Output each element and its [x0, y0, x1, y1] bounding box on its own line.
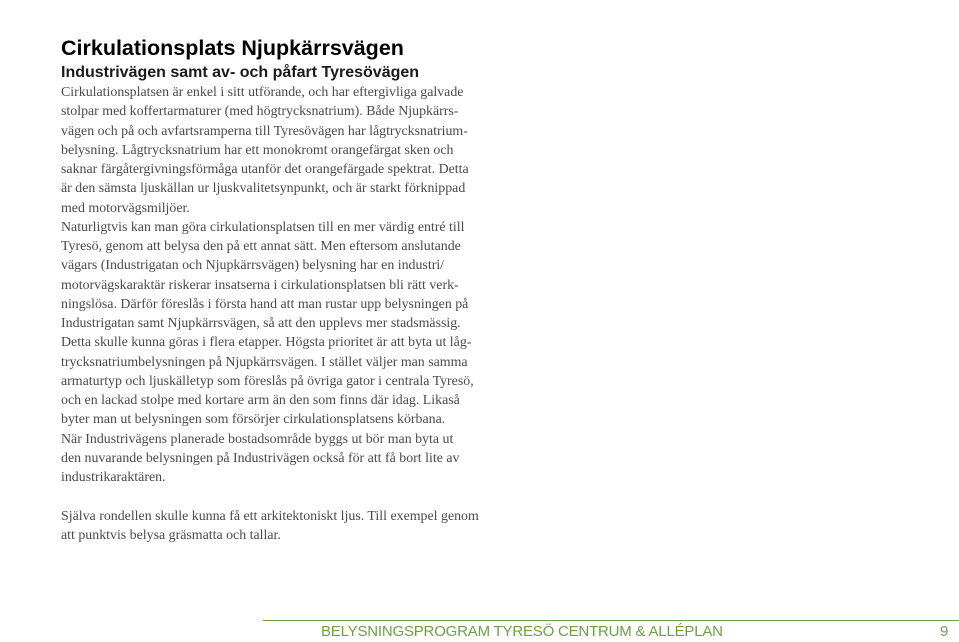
text-line: Industrigatan samt Njupkärrsvägen, så att den upplevs mer stadsmässig.	[61, 316, 461, 331]
text-line: är den sämsta ljuskällan ur ljuskvalitetsynpunkt, och är starkt förknippad	[61, 181, 466, 197]
page-number: 9	[940, 623, 949, 640]
page-title: Cirkulationsplats Njupkärrsvägen	[61, 36, 404, 60]
text-line: vägen och på och avfartsramperna till Tyresövägen har lågtrycksnatrium-	[61, 123, 468, 139]
text-line: Själva rondellen skulle kunna få ett arkitektoniskt ljus. Till exempel genom	[61, 509, 479, 524]
text-line: motorvägskaraktär riskerar insatserna i cirkulationsplatsen bli rätt verk-	[61, 277, 459, 293]
text-line: med motorvägsmiljöer.	[61, 200, 190, 216]
text-line: stolpar med koffertarmaturer (med högtrycksnatrium). Både Njupkärrs-	[61, 104, 459, 120]
text-line: vägars (Industrigatan och Njupkärrsvägen) belysning har en industri/	[61, 258, 445, 274]
text-line: Naturligtvis kan man göra cirkulationsplatsen till en mer värdig entré till	[61, 219, 465, 235]
text-line: att punktvis belysa gräsmatta och tallar.	[61, 528, 281, 544]
text-line: saknar färgåtergivningsförmåga utanför det orangefärgade spektrat. Detta	[61, 162, 469, 177]
text-line: belysning. Lågtrycksnatrium har ett monokromt orangefärgat sken och	[61, 142, 454, 158]
body-paragraph-1	[61, 83, 501, 487]
text-line: armaturtyp och ljuskälletyp som föreslås på övriga gator i centrala Tyresö,	[61, 373, 474, 389]
text-line: Detta skulle kunna göras i flera etapper. Högsta prioritet är att byta ut låg-	[61, 335, 472, 351]
text-line: När Industrivägens planerade bostadsområde byggs ut bör man byta ut	[61, 431, 454, 447]
body-paragraph-2	[61, 507, 501, 546]
text-line: Cirkulationsplatsen är enkel i sitt utförande, och har eftergivliga galvade	[61, 85, 464, 100]
text-line: Tyresö, genom att belysa den på ett annat sätt. Men eftersom anslutande	[61, 239, 461, 254]
text-line: och en lackad stolpe med kortare arm än den som finns där idag. Likaså	[61, 393, 460, 408]
text-line: ningslösa. Därför föreslås i första hand att man rustar upp belysningen på	[61, 296, 469, 312]
main-content	[61, 33, 501, 487]
text-line: industrikaraktären.	[61, 470, 166, 485]
footer-publication-title: BELYSNINGSPROGRAM TYRESÖ CENTRUM & ALLÉPLAN	[321, 623, 723, 640]
page-subtitle: Industrivägen samt av- och påfart Tyresövägen	[61, 64, 420, 81]
text-line: den nuvarande belysningen på Industrivägen också för att få bort lite av	[61, 450, 460, 466]
text-line: byter man ut belysningen som försörjer cirkulationsplatsens körbana.	[61, 412, 446, 428]
text-line: trycksnatriumbelysningen på Njupkärrsvägen. I stället väljer man samma	[61, 354, 468, 370]
footer-divider	[263, 620, 959, 621]
